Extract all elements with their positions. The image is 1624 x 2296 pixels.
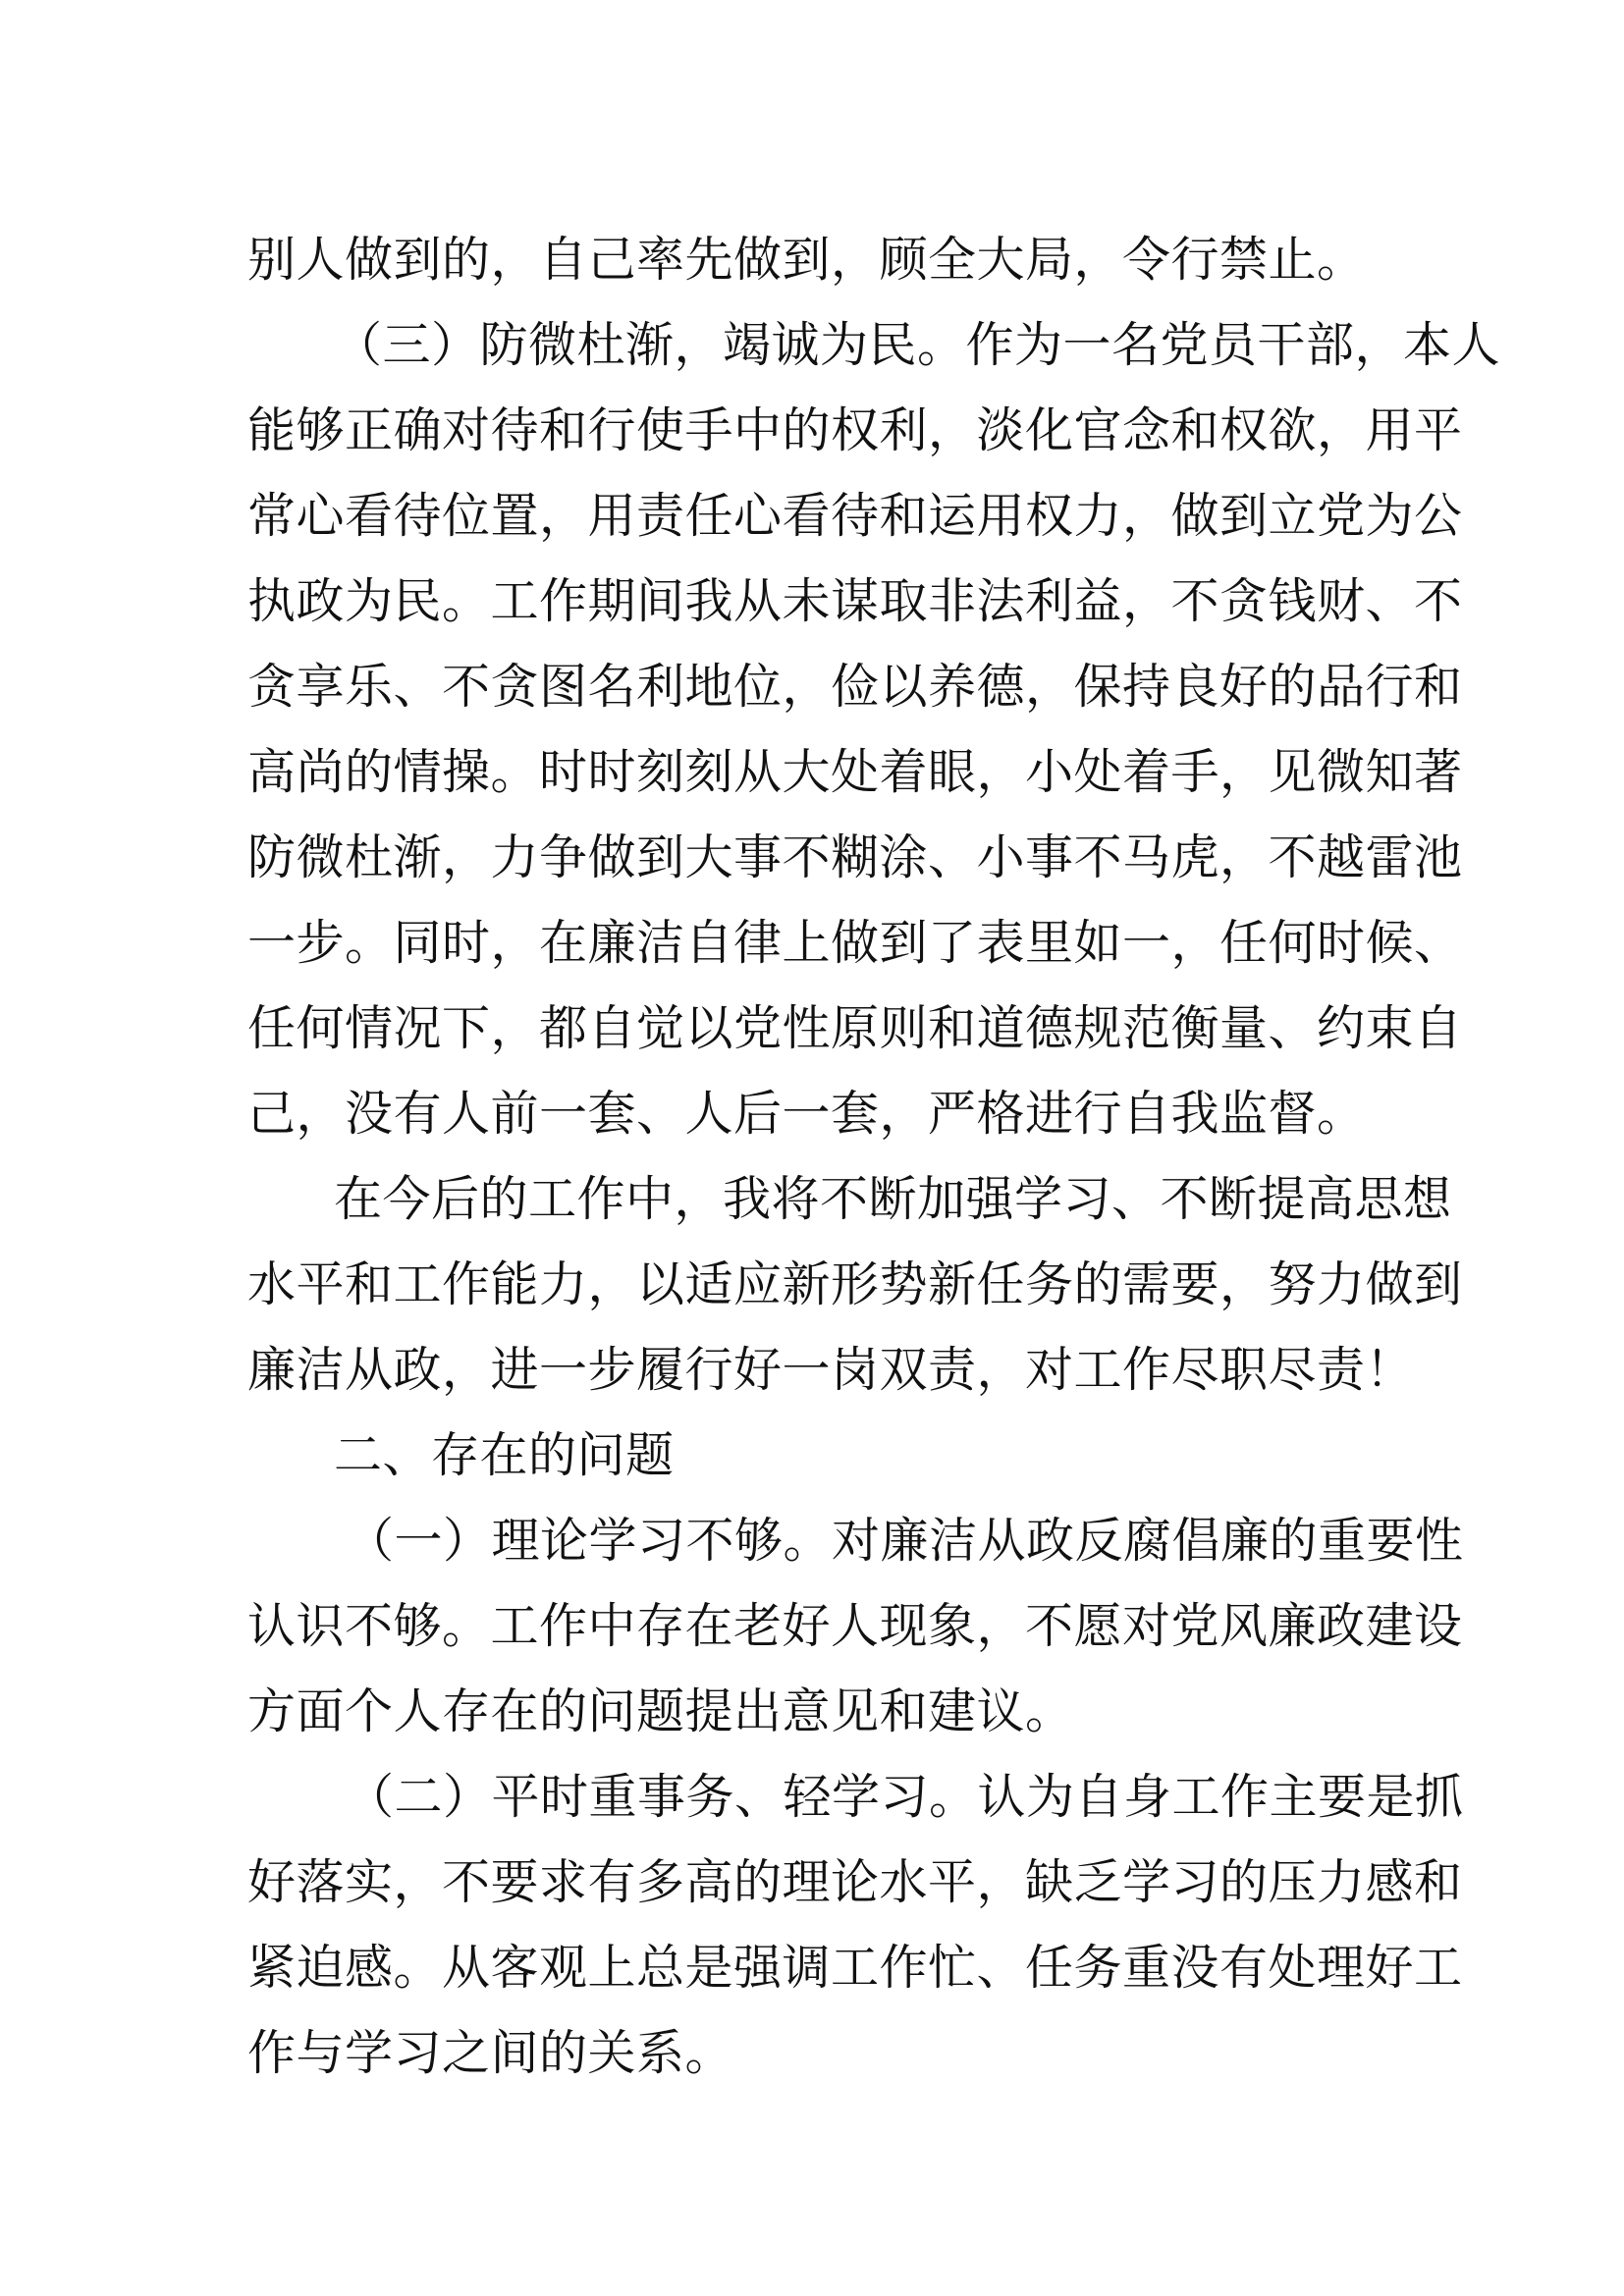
text-line: 认识不够。工作中存在老好人现象，不愿对党风廉政建设	[247, 1598, 1463, 1654]
paragraph-heading-1: （一）理论学习不够。对廉洁从政反腐倡廉的重要性	[346, 1513, 1464, 1569]
text-line: 己，没有人前一套、人后一套，严格进行自我监督。	[247, 1086, 1366, 1142]
text-line: 防微杜渐，力争做到大事不糊涂、小事不马虎，不越雷池	[247, 829, 1463, 885]
text-line: 紧迫感。从客观上总是强调工作忙、任务重没有处理好工	[247, 1940, 1463, 1996]
text-line: 廉洁从政，进一步履行好一岗双责，对工作尽职尽责！	[247, 1342, 1415, 1398]
section-heading: 二、存在的问题	[334, 1427, 675, 1483]
paragraph-start: 在今后的工作中，我将不断加强学习、不断提高思想	[334, 1171, 1452, 1227]
text-line: 任何情况下，都自觉以党性原则和道德规范衡量、约束自	[247, 1000, 1463, 1056]
text-line: 贪享乐、不贪图名利地位，俭以养德，保持良好的品行和	[247, 659, 1463, 715]
text-line: 高尚的情操。时时刻刻从大处着眼，小处着手，见微知著	[247, 744, 1463, 800]
text-line: 执政为民。工作期间我从未谋取非法利益，不贪钱财、不	[247, 573, 1463, 629]
text-line: 常心看待位置，用责任心看待和运用权力，做到立党为公	[247, 488, 1463, 544]
text-line: 好落实，不要求有多高的理论水平，缺乏学习的压力感和	[247, 1854, 1463, 1910]
text-line: 水平和工作能力，以适应新形势新任务的需要，努力做到	[247, 1256, 1463, 1312]
paragraph-heading-3: （三）防微杜渐，竭诚为民。作为一名党员干部，本人	[334, 317, 1501, 373]
text-line: 别人做到的，自己率先做到，顾全大局，令行禁止。	[247, 232, 1366, 288]
text-line: 方面个人存在的问题提出意见和建议。	[247, 1683, 1074, 1739]
text-line: 能够正确对待和行使手中的权利，淡化官念和权欲，用平	[247, 402, 1463, 458]
text-line: 作与学习之间的关系。	[247, 2025, 734, 2081]
text-line: 一步。同时，在廉洁自律上做到了表里如一，任何时候、	[247, 915, 1463, 971]
paragraph-heading-2: （二）平时重事务、轻学习。认为自身工作主要是抓	[346, 1769, 1464, 1825]
